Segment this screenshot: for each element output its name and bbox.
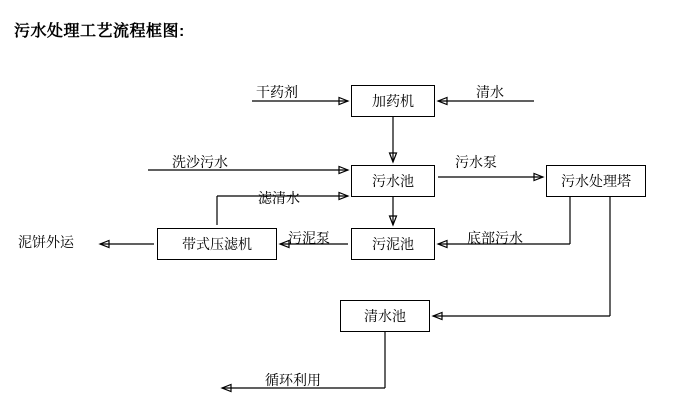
edge-label-clean-water-in: 清水 [476, 84, 504, 100]
edge-label-bottom-sewage: 底部污水 [467, 230, 523, 246]
edge-label-sand-washing-sewage: 洗沙污水 [172, 154, 228, 170]
node-dosing-machine[interactable] [351, 85, 435, 117]
node-sewage-treatment-tower[interactable] [546, 165, 646, 197]
node-label: 污水池 [372, 173, 414, 189]
edge-label-filtered-clear-water: 滤清水 [258, 190, 300, 206]
edge-label-dry-chemical: 干药剂 [256, 84, 298, 100]
page-title: 污水处理工艺流程框图: [14, 23, 185, 40]
node-label: 污泥池 [372, 236, 414, 252]
node-sewage-pond[interactable] [351, 165, 435, 197]
node-label: 带式压滤机 [182, 236, 252, 252]
edge-label-mud-cake-transport: 泥饼外运 [18, 234, 74, 250]
node-belt-filter-press[interactable] [157, 228, 277, 260]
node-label: 清水池 [364, 308, 406, 324]
edge-label-sewage-pump: 污水泵 [455, 154, 497, 170]
node-label: 加药机 [372, 93, 414, 109]
node-label: 污水处理塔 [561, 173, 631, 189]
edge-label-recycle-reuse: 循环利用 [265, 372, 321, 388]
node-clean-water-pond[interactable] [340, 300, 430, 332]
edge-label-sludge-pump: 污泥泵 [288, 230, 330, 246]
node-sludge-pond[interactable] [351, 228, 435, 260]
